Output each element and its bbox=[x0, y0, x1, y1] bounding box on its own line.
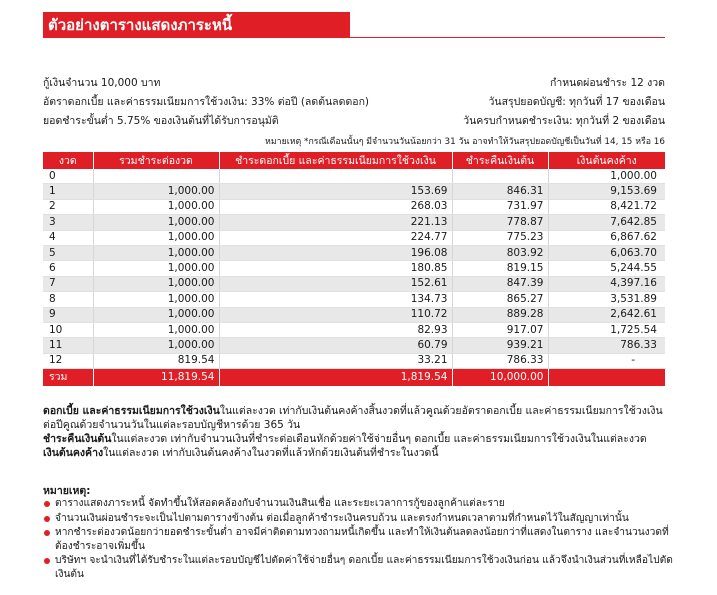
definition-text: ในแต่ละงวด เท่ากับเงินต้นคงค้างสิ้นงวดที่แล้วคูณด้วยอัตราดอกเบี้ย และค่าธรรมเนียมการใช้วงเงินต่อปีคูณด้วยจำนวนวันในแต่ละรอบบัญชีหารด้วย 365 วัน bbox=[43, 405, 663, 431]
cell-period: 12 bbox=[43, 353, 93, 368]
cell-outstanding: 3,531.89 bbox=[548, 292, 665, 307]
cell-interest-fee: 152.61 bbox=[219, 276, 452, 291]
table-row bbox=[43, 307, 665, 322]
definition-term: เงินต้นคงค้าง bbox=[43, 447, 104, 459]
cell-period: 4 bbox=[43, 230, 93, 245]
interest-rate: อัตราดอกเบี้ย และค่าธรรมเนียมการใช้วงเงิน: 33% ต่อปี (ลดต้นลดดอก) bbox=[43, 96, 370, 108]
cell-outstanding: 1,725.54 bbox=[548, 322, 665, 337]
remark-item bbox=[43, 554, 673, 581]
cell-outstanding: 5,244.55 bbox=[548, 261, 665, 276]
loan-amount: กู้เงินจำนวน 10,000 บาท bbox=[43, 77, 161, 89]
cell-principal-paid: 889.28 bbox=[452, 307, 548, 322]
cell-outstanding: 9,153.69 bbox=[548, 184, 665, 199]
table-row bbox=[43, 199, 665, 214]
cell-total-payment: 1,000.00 bbox=[93, 184, 219, 199]
definition-text: ในแต่ละงวด เท่ากับเงินต้นคงค้างในงวดที่แล้วหักด้วยเงินต้นที่ชำระในงวดนี้ bbox=[103, 447, 439, 459]
total-principal: 10,000.00 bbox=[452, 369, 548, 387]
definition-interest bbox=[43, 404, 673, 432]
definition-principal bbox=[43, 432, 673, 446]
col-header-outstanding: เงินต้นคงค้าง bbox=[548, 152, 665, 169]
cell-interest-fee: 196.08 bbox=[219, 245, 452, 260]
table-total-row bbox=[43, 369, 665, 387]
cell-total-payment: 1,000.00 bbox=[93, 338, 219, 353]
definitions bbox=[43, 404, 673, 460]
cell-interest-fee: 82.93 bbox=[219, 322, 452, 337]
remark-text: จำนวนเงินผ่อนชำระจะเป็นไปตามตารางข้างต้น ต่อเมื่อลูกค้าชำระเงินครบถ้วน และตรงกำหนดเวลาตามที่กำหนดไว้ในสัญญาเท่านั้น bbox=[55, 512, 629, 524]
cell-total-payment: 1,000.00 bbox=[93, 261, 219, 276]
page-title: ตัวอย่างตารางแสดงภาระหนี้ bbox=[48, 16, 233, 34]
table-row bbox=[43, 292, 665, 307]
cell-total-payment: 1,000.00 bbox=[93, 276, 219, 291]
cell-period: 6 bbox=[43, 261, 93, 276]
cell-outstanding: 786.33 bbox=[548, 338, 665, 353]
remark-item bbox=[43, 497, 673, 511]
table-row bbox=[43, 215, 665, 230]
cell-interest-fee: 134.73 bbox=[219, 292, 452, 307]
installment-term: กำหนดผ่อนชำระ 12 งวด bbox=[550, 77, 665, 89]
cell-outstanding: 1,000.00 bbox=[548, 169, 665, 184]
cell-outstanding: 2,642.61 bbox=[548, 307, 665, 322]
remarks-title: หมายเหตุ: bbox=[43, 485, 91, 497]
due-date: วันครบกำหนดชำระเงิน: ทุกวันที่ 2 ของเดือน bbox=[463, 115, 665, 127]
remarks-list bbox=[43, 497, 673, 582]
table-row bbox=[43, 261, 665, 276]
cell-outstanding: 7,642.85 bbox=[548, 215, 665, 230]
cell-total-payment: 1,000.00 bbox=[93, 215, 219, 230]
cell-principal-paid: 803.92 bbox=[452, 245, 548, 260]
table-row bbox=[43, 230, 665, 245]
cell-principal-paid: 847.39 bbox=[452, 276, 548, 291]
col-header-principal-paid: ชำระคืนเงินต้น bbox=[452, 152, 548, 169]
table-row bbox=[43, 184, 665, 199]
cell-principal-paid bbox=[452, 169, 548, 184]
cell-interest-fee: 60.79 bbox=[219, 338, 452, 353]
cell-period: 0 bbox=[43, 169, 93, 184]
table-row bbox=[43, 169, 665, 184]
cell-total-payment: 1,000.00 bbox=[93, 307, 219, 322]
cell-total-payment: 819.54 bbox=[93, 353, 219, 368]
cell-period: 9 bbox=[43, 307, 93, 322]
total-interest-fee: 1,819.54 bbox=[219, 369, 452, 387]
cell-period: 1 bbox=[43, 184, 93, 199]
cell-principal-paid: 786.33 bbox=[452, 353, 548, 368]
debt-schedule-table bbox=[43, 152, 666, 386]
cell-outstanding: - bbox=[548, 353, 665, 368]
remark-item bbox=[43, 526, 673, 553]
cell-period: 2 bbox=[43, 199, 93, 214]
statement-date-note: หมายเหตุ *กรณีเดือนนั้นๆ มีจำนวนวันน้อยกว่า 31 วัน อาจทำให้วันสรุปยอดบัญชีเป็นวันที่ 14, 15 หรือ 16 bbox=[265, 137, 665, 147]
cell-total-payment bbox=[93, 169, 219, 184]
minimum-payment: ยอดชำระขั้นต่ำ 5.75% ของเงินต้นที่ได้รับการอนุมัติ bbox=[43, 115, 279, 127]
cell-principal-paid: 865.27 bbox=[452, 292, 548, 307]
cell-total-payment: 1,000.00 bbox=[93, 322, 219, 337]
remark-text: ตารางแสดงภาระหนี้ จัดทำขึ้นให้สอดคล้องกับจำนวนเงินสินเชื่อ และระยะเวลาการกู้ของลูกค้าแต่ละราย bbox=[55, 498, 505, 509]
cell-principal-paid: 846.31 bbox=[452, 184, 548, 199]
cell-interest-fee: 33.21 bbox=[219, 353, 452, 368]
remark-text: หากชำระต่องวดน้อยกว่ายอดชำระขั้นต่ำ อาจมีค่าติดตามทวงถามหนี้เกิดขึ้น และทำให้เงินต้นลดลงน้อยกว่าที่แสดงในตาราง และจำนวนงวดที่ต้องชำระอาจเพิ่มขึ้น bbox=[55, 527, 669, 552]
total-label: รวม bbox=[43, 369, 93, 387]
table-row bbox=[43, 245, 665, 260]
cell-total-payment: 1,000.00 bbox=[93, 292, 219, 307]
bullet-icon bbox=[44, 530, 50, 536]
col-header-period: งวด bbox=[43, 152, 93, 169]
cell-interest-fee: 110.72 bbox=[219, 307, 452, 322]
title-divider bbox=[43, 37, 665, 38]
bullet-icon bbox=[44, 558, 50, 564]
cell-total-payment: 1,000.00 bbox=[93, 245, 219, 260]
cell-interest-fee: 221.13 bbox=[219, 215, 452, 230]
cell-total-payment: 1,000.00 bbox=[93, 199, 219, 214]
cell-interest-fee: 180.85 bbox=[219, 261, 452, 276]
cell-period: 11 bbox=[43, 338, 93, 353]
cell-period: 8 bbox=[43, 292, 93, 307]
col-header-interest-fee: ชำระดอกเบี้ย และค่าธรรมเนียมการใช้วงเงิน bbox=[219, 152, 452, 169]
definition-outstanding bbox=[43, 446, 673, 460]
statement-date: วันสรุปยอดบัญชี: ทุกวันที่ 17 ของเดือน bbox=[488, 96, 665, 108]
table-header-row bbox=[43, 152, 665, 169]
total-outstanding bbox=[548, 369, 665, 387]
cell-interest-fee: 153.69 bbox=[219, 184, 452, 199]
cell-principal-paid: 731.97 bbox=[452, 199, 548, 214]
cell-interest-fee: 268.03 bbox=[219, 199, 452, 214]
cell-principal-paid: 778.87 bbox=[452, 215, 548, 230]
col-header-total-payment: รวมชำระต่องวด bbox=[93, 152, 219, 169]
cell-outstanding: 4,397.16 bbox=[548, 276, 665, 291]
remark-item bbox=[43, 512, 673, 526]
cell-principal-paid: 939.21 bbox=[452, 338, 548, 353]
bullet-icon bbox=[44, 516, 50, 522]
definition-term: ดอกเบี้ย และค่าธรรมเนียมการใช้วงเงิน bbox=[43, 405, 220, 417]
table-row bbox=[43, 276, 665, 291]
cell-period: 7 bbox=[43, 276, 93, 291]
table-row bbox=[43, 322, 665, 337]
cell-period: 5 bbox=[43, 245, 93, 260]
cell-period: 3 bbox=[43, 215, 93, 230]
definition-term: ชำระคืนเงินต้น bbox=[43, 433, 112, 445]
cell-period: 10 bbox=[43, 322, 93, 337]
bullet-icon bbox=[44, 501, 50, 507]
cell-total-payment: 1,000.00 bbox=[93, 230, 219, 245]
cell-interest-fee: 224.77 bbox=[219, 230, 452, 245]
cell-interest-fee bbox=[219, 169, 452, 184]
cell-principal-paid: 819.15 bbox=[452, 261, 548, 276]
total-payment: 11,819.54 bbox=[93, 369, 219, 387]
cell-principal-paid: 775.23 bbox=[452, 230, 548, 245]
table-row bbox=[43, 338, 665, 353]
cell-outstanding: 6,867.62 bbox=[548, 230, 665, 245]
cell-principal-paid: 917.07 bbox=[452, 322, 548, 337]
table-row bbox=[43, 353, 665, 368]
remark-text: บริษัทฯ จะนำเงินที่ได้รับชำระในแต่ละรอบบัญชีไปตัดค่าใช้จ่ายอื่นๆ ดอกเบี้ย และค่าธรรมเนียมการใช้วงเงินก่อน แล้วจึงนำเงินส่วนที่เหลือไปตัดเงินต้น bbox=[55, 555, 673, 580]
cell-outstanding: 8,421.72 bbox=[548, 199, 665, 214]
definition-text: ในแต่ละงวด เท่ากับจำนวนเงินที่ชำระต่อเดือนหักด้วยค่าใช้จ่ายอื่นๆ ดอกเบี้ย และค่าธรรมเนียมการใช้วงเงินในแต่ละงวด bbox=[111, 433, 647, 445]
cell-outstanding: 6,063.70 bbox=[548, 245, 665, 260]
